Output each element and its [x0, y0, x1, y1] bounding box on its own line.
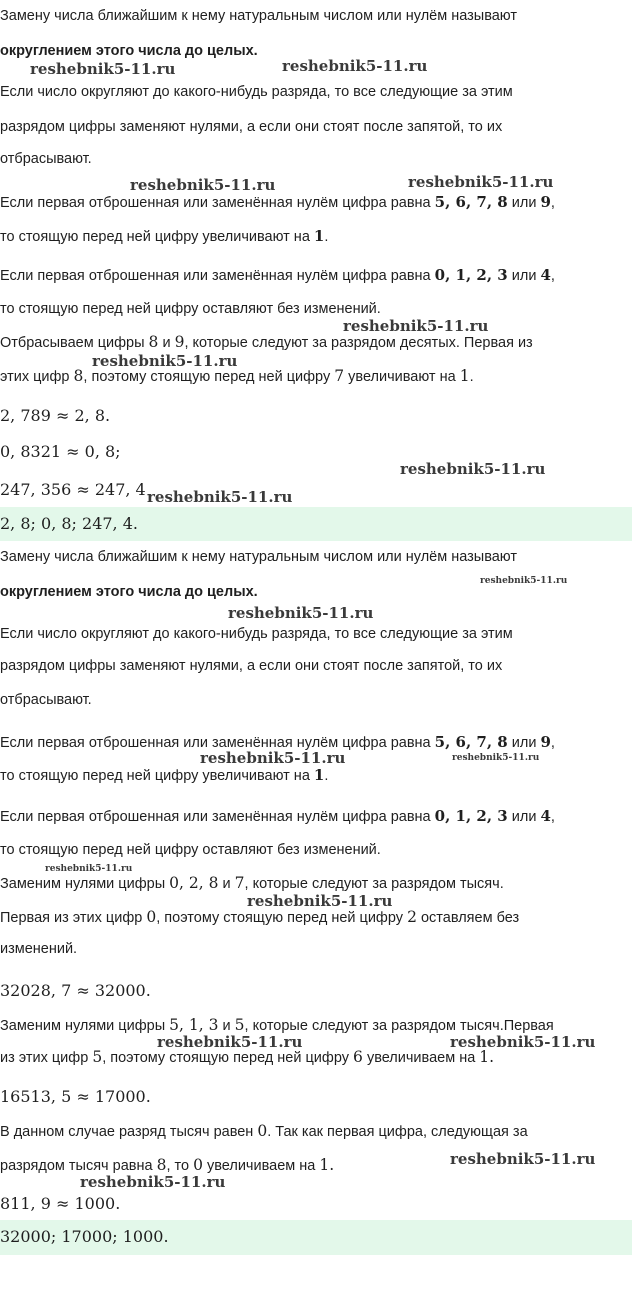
rule-text: то стоящую перед ней цифру увеличивают на 1. [0, 766, 329, 784]
watermark: reshebnik5-11.ru [343, 317, 489, 335]
equation: 247, 356 ≈ 247, 4 [0, 480, 146, 499]
watermark: reshebnik5-11.ru [147, 488, 293, 506]
watermark: reshebnik5-11.ru [452, 753, 540, 763]
watermark: reshebnik5-11.ru [80, 1173, 226, 1191]
definition-line: Замену числа ближайшим к нему натуральным числом или нулём называют [0, 8, 517, 24]
solution-text: разрядом тысяч равна 8, то 0 увеличиваем на 1. [0, 1156, 335, 1174]
definition-term: округлением этого числа до целых. [0, 584, 258, 600]
answer-text: 32000; 17000; 1000. [0, 1227, 169, 1246]
rule-text: то стоящую перед ней цифру увеличивают на 1. [0, 227, 329, 245]
watermark: reshebnik5-11.ru [130, 176, 276, 194]
watermark: reshebnik5-11.ru [200, 749, 346, 767]
solution-text: Отбрасываем цифры 8 и 9, которые следуют за разрядом десятых. Первая из [0, 333, 533, 351]
watermark: reshebnik5-11.ru [228, 604, 374, 622]
equation: 32028, 7 ≈ 32000. [0, 981, 151, 1000]
watermark: reshebnik5-11.ru [450, 1033, 596, 1051]
watermark: reshebnik5-11.ru [282, 57, 428, 75]
definition-line: Замену числа ближайшим к нему натуральным числом или нулём называют [0, 549, 517, 565]
solution-text: Заменим нулями цифры 0, 2, 8 и 7, которые следуют за разрядом тысяч. [0, 874, 504, 892]
rule-text: Если первая отброшенная или заменённая нулём цифра равна 0, 1, 2, 3 или 4, [0, 807, 555, 825]
watermark: reshebnik5-11.ru [30, 60, 176, 78]
rule-text: разрядом цифры заменяют нулями, а если они стоят после запятой, то их [0, 658, 503, 674]
rule-text: отбрасывают. [0, 151, 92, 167]
answer-text: 2, 8; 0, 8; 247, 4. [0, 514, 138, 533]
equation: 16513, 5 ≈ 17000. [0, 1087, 151, 1106]
solution-text: этих цифр 8, поэтому стоящую перед ней цифру 7 увеличивают на 1. [0, 367, 474, 385]
watermark: reshebnik5-11.ru [480, 576, 568, 586]
watermark: reshebnik5-11.ru [45, 864, 133, 874]
watermark: reshebnik5-11.ru [400, 460, 546, 478]
answer-box [0, 1220, 632, 1255]
rule-text: разрядом цифры заменяют нулями, а если они стоят после запятой, то их [0, 119, 503, 135]
solution-text: Первая из этих цифр 0, поэтому стоящую перед ней цифру 2 оставляем без [0, 908, 520, 926]
watermark: reshebnik5-11.ru [450, 1150, 596, 1168]
definition-term: округлением этого числа до целых. [0, 43, 258, 59]
rule-text: Если первая отброшенная или заменённая нулём цифра равна 5, 6, 7, 8 или 9, [0, 193, 555, 211]
rule-text: Если число округляют до какого-нибудь разряда, то все следующие за этим [0, 84, 513, 100]
answer-box [0, 507, 632, 541]
rule-text: то стоящую перед ней цифру оставляют без изменений. [0, 301, 381, 317]
solution-text: Заменим нулями цифры 5, 1, 3 и 5, которые следуют за разрядом тысяч.Первая [0, 1016, 554, 1034]
watermark: reshebnik5-11.ru [247, 892, 393, 910]
watermark: reshebnik5-11.ru [157, 1033, 303, 1051]
equation: 0, 8321 ≈ 0, 8; [0, 442, 121, 461]
solution-text: В данном случае разряд тысяч равен 0. Так как первая цифра, следующая за [0, 1122, 528, 1140]
rule-text: Если первая отброшенная или заменённая нулём цифра равна 0, 1, 2, 3 или 4, [0, 266, 555, 284]
equation: 2, 789 ≈ 2, 8. [0, 406, 111, 425]
watermark: reshebnik5-11.ru [92, 352, 238, 370]
solution-text: из этих цифр 5, поэтому стоящую перед ней цифру 6 увеличиваем на 1. [0, 1048, 495, 1066]
equation: 811, 9 ≈ 1000. [0, 1194, 121, 1213]
watermark: reshebnik5-11.ru [408, 173, 554, 191]
rule-text: Если первая отброшенная или заменённая нулём цифра равна 5, 6, 7, 8 или 9, [0, 733, 555, 751]
solution-text: изменений. [0, 941, 78, 957]
rule-text: отбрасывают. [0, 692, 92, 708]
rule-text: Если число округляют до какого-нибудь разряда, то все следующие за этим [0, 626, 513, 642]
rule-text: то стоящую перед ней цифру оставляют без изменений. [0, 842, 381, 858]
